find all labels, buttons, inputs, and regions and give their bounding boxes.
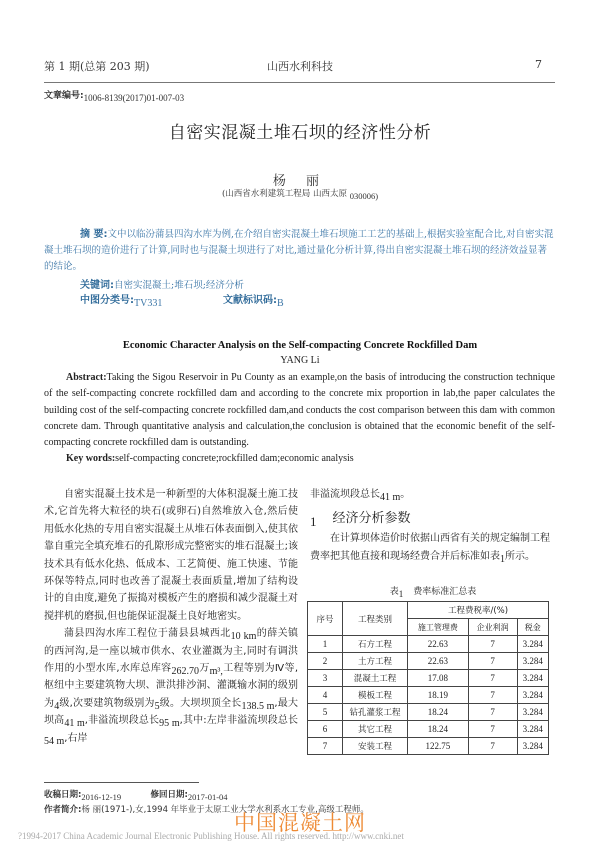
cell-profit: 7	[468, 670, 517, 687]
english-keywords-text: self-compacting concrete;rockfilled dam;economic analysis	[115, 453, 354, 464]
cell-tax: 3.284	[517, 687, 549, 704]
affiliation	[0, 187, 600, 199]
text-run: 的薛关镇的西河沟,是一座以城市供水、农业灌溉为主,同时有调洪作用的小型水库,水库总库容	[44, 628, 299, 675]
cell-mgmt-fee: 122.75	[408, 738, 469, 755]
body-continuation	[310, 486, 556, 503]
table-header-row	[308, 602, 549, 619]
text-run: 级,次要建筑物级别为	[59, 697, 155, 709]
keywords-cn-label: 关键词:	[80, 280, 114, 291]
table-row	[308, 636, 549, 653]
cell-seq: 3	[308, 670, 343, 687]
paper-title: 自密实混凝土堆石坝的经济性分析	[168, 123, 432, 143]
rate-standards-table	[307, 601, 549, 755]
value-run: 262.70	[171, 666, 199, 678]
section-heading	[310, 507, 556, 530]
body-paragraph: 自密实混凝土技术是一种新型的大体积混凝土施工技术,它首先将大粒径的块石(或卵石)自然堆放入仓,然后使用低水化热的专用自密实混凝土从堆石体表面倒入,使其依靠自重完全填充堆石的孔隙形成完整密实的堆石混凝土;该技术具有低水化热、低成本、工艺简便、施工快速、节能环保等特点,同时也改善了混凝土表面质量,增加了结构设计的自由度,避免了振捣对模板产生的磨损和减少混凝土对搅拌机的磨损,但也能保证混凝土良好地密实。	[44, 489, 298, 622]
received-date: 2016-12-19	[81, 792, 122, 802]
text-run: 非溢流坝段总长	[310, 489, 380, 500]
text-run: ,非溢流坝段总长	[84, 715, 160, 727]
cell-profit: 7	[468, 653, 517, 670]
keywords-cn	[80, 276, 244, 291]
cell-seq: 4	[308, 687, 343, 704]
cell-tax: 3.284	[517, 636, 549, 653]
value-run: 41 m	[64, 718, 85, 730]
cell-profit: 7	[468, 636, 517, 653]
cell-seq: 5	[308, 704, 343, 721]
header-seq: 序号	[308, 602, 343, 636]
cell-tax: 3.284	[517, 653, 549, 670]
received-label: 收稿日期:	[44, 790, 82, 800]
value-run: 5	[154, 700, 160, 712]
page-number: 7	[535, 58, 542, 71]
cell-category: 石方工程	[343, 636, 408, 653]
text-run: 在计算坝体造价时依据山西省有关的规定编制工程费率把其他直接和现场经费合并后标准如表	[310, 533, 550, 562]
text-run: 。	[400, 489, 411, 500]
text-run: ,最大坝高	[44, 697, 299, 727]
revised-date: 2017-01-04	[187, 792, 228, 802]
article-number-label: 文章编号:	[44, 91, 84, 101]
journal-name: 山西水利科技	[267, 60, 333, 73]
header-category: 工程类别	[343, 602, 408, 636]
value-run: 41 m	[380, 492, 401, 503]
revised-label: 修回日期:	[150, 790, 188, 800]
cell-mgmt-fee: 18.24	[408, 721, 469, 738]
watermark-logo: 中国混凝土网	[234, 811, 366, 835]
english-abstract-label: Abstract:	[66, 372, 107, 383]
header-tax: 税金	[517, 619, 549, 636]
header-mgmt-fee: 施工管理费	[408, 619, 469, 636]
cell-tax: 3.284	[517, 738, 549, 755]
text-run: 所示。	[505, 550, 535, 562]
cell-seq: 7	[308, 738, 343, 755]
value-run: 10 km	[230, 631, 257, 643]
article-number	[44, 88, 184, 101]
cell-profit: 7	[468, 721, 517, 738]
table-row	[308, 653, 549, 670]
body-paragraph	[310, 530, 556, 565]
affiliation-zip: 030006)	[349, 191, 379, 201]
clc-number	[80, 291, 163, 309]
document-code-value: B	[277, 298, 284, 309]
table-caption-number: 1	[398, 589, 404, 599]
cell-profit: 7	[468, 687, 517, 704]
header-profit: 企业利润	[468, 619, 517, 636]
bio-label: 作者简介:	[44, 805, 82, 815]
table-row	[308, 670, 549, 687]
text-run: ,右岸	[64, 732, 88, 744]
cell-profit: 7	[468, 738, 517, 755]
cell-category: 土方工程	[343, 653, 408, 670]
header-rate-group: 工程费税率/(%)	[408, 602, 549, 619]
document-code	[223, 291, 284, 309]
footnote-dates	[44, 788, 228, 800]
value-run: 4	[54, 700, 60, 712]
table-row	[308, 687, 549, 704]
table-caption	[310, 584, 556, 597]
keywords-cn-text: 自密实混凝土;堆石坝;经济分析	[114, 280, 244, 291]
cell-seq: 2	[308, 653, 343, 670]
value-run: 1	[500, 553, 505, 565]
abstract-cn-label: 摘 要:	[80, 229, 108, 240]
cell-tax: 3.284	[517, 670, 549, 687]
cell-tax: 3.284	[517, 721, 549, 738]
cell-seq: 6	[308, 721, 343, 738]
cell-category: 模板工程	[343, 687, 408, 704]
body-paragraph	[44, 625, 298, 747]
cell-category: 其它工程	[343, 721, 408, 738]
value-run: 54 m	[44, 735, 65, 747]
english-author: YANG Li	[280, 355, 320, 366]
value-run: 138.5 m	[241, 700, 275, 712]
text-run: ,其中:左岸非溢流坝段总长	[179, 715, 299, 727]
cell-mgmt-fee: 22.63	[408, 636, 469, 653]
running-head	[44, 58, 556, 76]
table-caption-prefix: 表	[389, 587, 399, 597]
value-run: m³,	[209, 666, 223, 678]
cell-category: 混凝土工程	[343, 670, 408, 687]
cell-mgmt-fee: 22.63	[408, 653, 469, 670]
copyright-notice: ?1994-2017 China Academic Journal Electronic Publishing House. All rights reserved. http://www.cnki.net	[18, 831, 404, 841]
body-right-column	[310, 486, 556, 565]
english-keywords-label: Key words:	[66, 453, 116, 464]
cell-category: 钻孔灌浆工程	[343, 704, 408, 721]
english-abstract	[44, 370, 555, 451]
bio-text: 杨 丽(1971-),女,1994 年毕业于太原工业大学水利系水工专业,高级工程师。	[81, 805, 369, 815]
author-name: 杨 丽	[272, 174, 328, 189]
english-abstract-text: Taking the Sigou Reservoir in Pu County as an example,on the basis of introducing the construction technique of the self-compacting concrete rockfilled dam and according to the concrete mix proportion in lab,the paper calculates the building cost of the self-compacting concrete rockfilled dam,and conducts the cost comparison between this dam with common concrete dam. Through quantitative analysis and calculation,the conclusion is obtained that the economic benefit of the self-compacting concrete rockfilled dam is outstanding.	[44, 372, 555, 449]
body-left-column	[44, 486, 298, 747]
cell-category: 安装工程	[343, 738, 408, 755]
section-title: 经济分析参数	[332, 511, 411, 527]
english-title: Economic Character Analysis on the Self-compacting Concrete Rockfilled Dam	[122, 340, 478, 351]
abstract-cn-text: 文中以临汾蒲县四沟水库为例,在介绍自密实混凝土堆石坝施工工艺的基础上,根据实验室配合比,对自密实混凝土堆石坝的造价进行了计算,同时也与混凝土坝进行了对比,通过量化分析计算,得出自密实混凝土堆石坝的经济效益显著的结论。	[44, 229, 554, 272]
document-code-label: 文献标识码:	[223, 295, 277, 306]
clc-value: TV331	[134, 298, 163, 309]
table-row	[308, 721, 549, 738]
table-row	[308, 738, 549, 755]
footnote-divider	[44, 782, 199, 783]
header-divider	[44, 82, 555, 83]
english-keywords	[66, 453, 354, 464]
issue-info: 第 1 期(总第 203 期)	[44, 60, 150, 73]
cell-seq: 1	[308, 636, 343, 653]
abstract-cn	[44, 227, 556, 275]
table-caption-title: 费率标准汇总表	[413, 587, 477, 597]
table-row	[308, 704, 549, 721]
section-number: 1	[310, 514, 317, 530]
clc-label: 中图分类号:	[80, 295, 134, 306]
cell-mgmt-fee: 18.24	[408, 704, 469, 721]
cell-profit: 7	[468, 704, 517, 721]
cell-mgmt-fee: 17.08	[408, 670, 469, 687]
article-number-value: 1006-8139(2017)01-007-03	[83, 93, 185, 103]
affiliation-text: (山西省水利建筑工程局 山西太原	[221, 189, 347, 199]
text-run: 万	[198, 663, 210, 675]
text-run: 工程等别为Ⅳ等,枢纽中主要建筑物大坝、泄洪排沙洞、灌溉输水洞的级别为	[44, 663, 298, 709]
value-run: 95 m	[159, 718, 180, 730]
text-run: 蒲县四沟水库工程位于蒲县县城西北	[64, 628, 231, 640]
cell-tax: 3.284	[517, 704, 549, 721]
cell-mgmt-fee: 18.19	[408, 687, 469, 704]
text-run: 级。大坝坝顶全长	[159, 697, 242, 709]
